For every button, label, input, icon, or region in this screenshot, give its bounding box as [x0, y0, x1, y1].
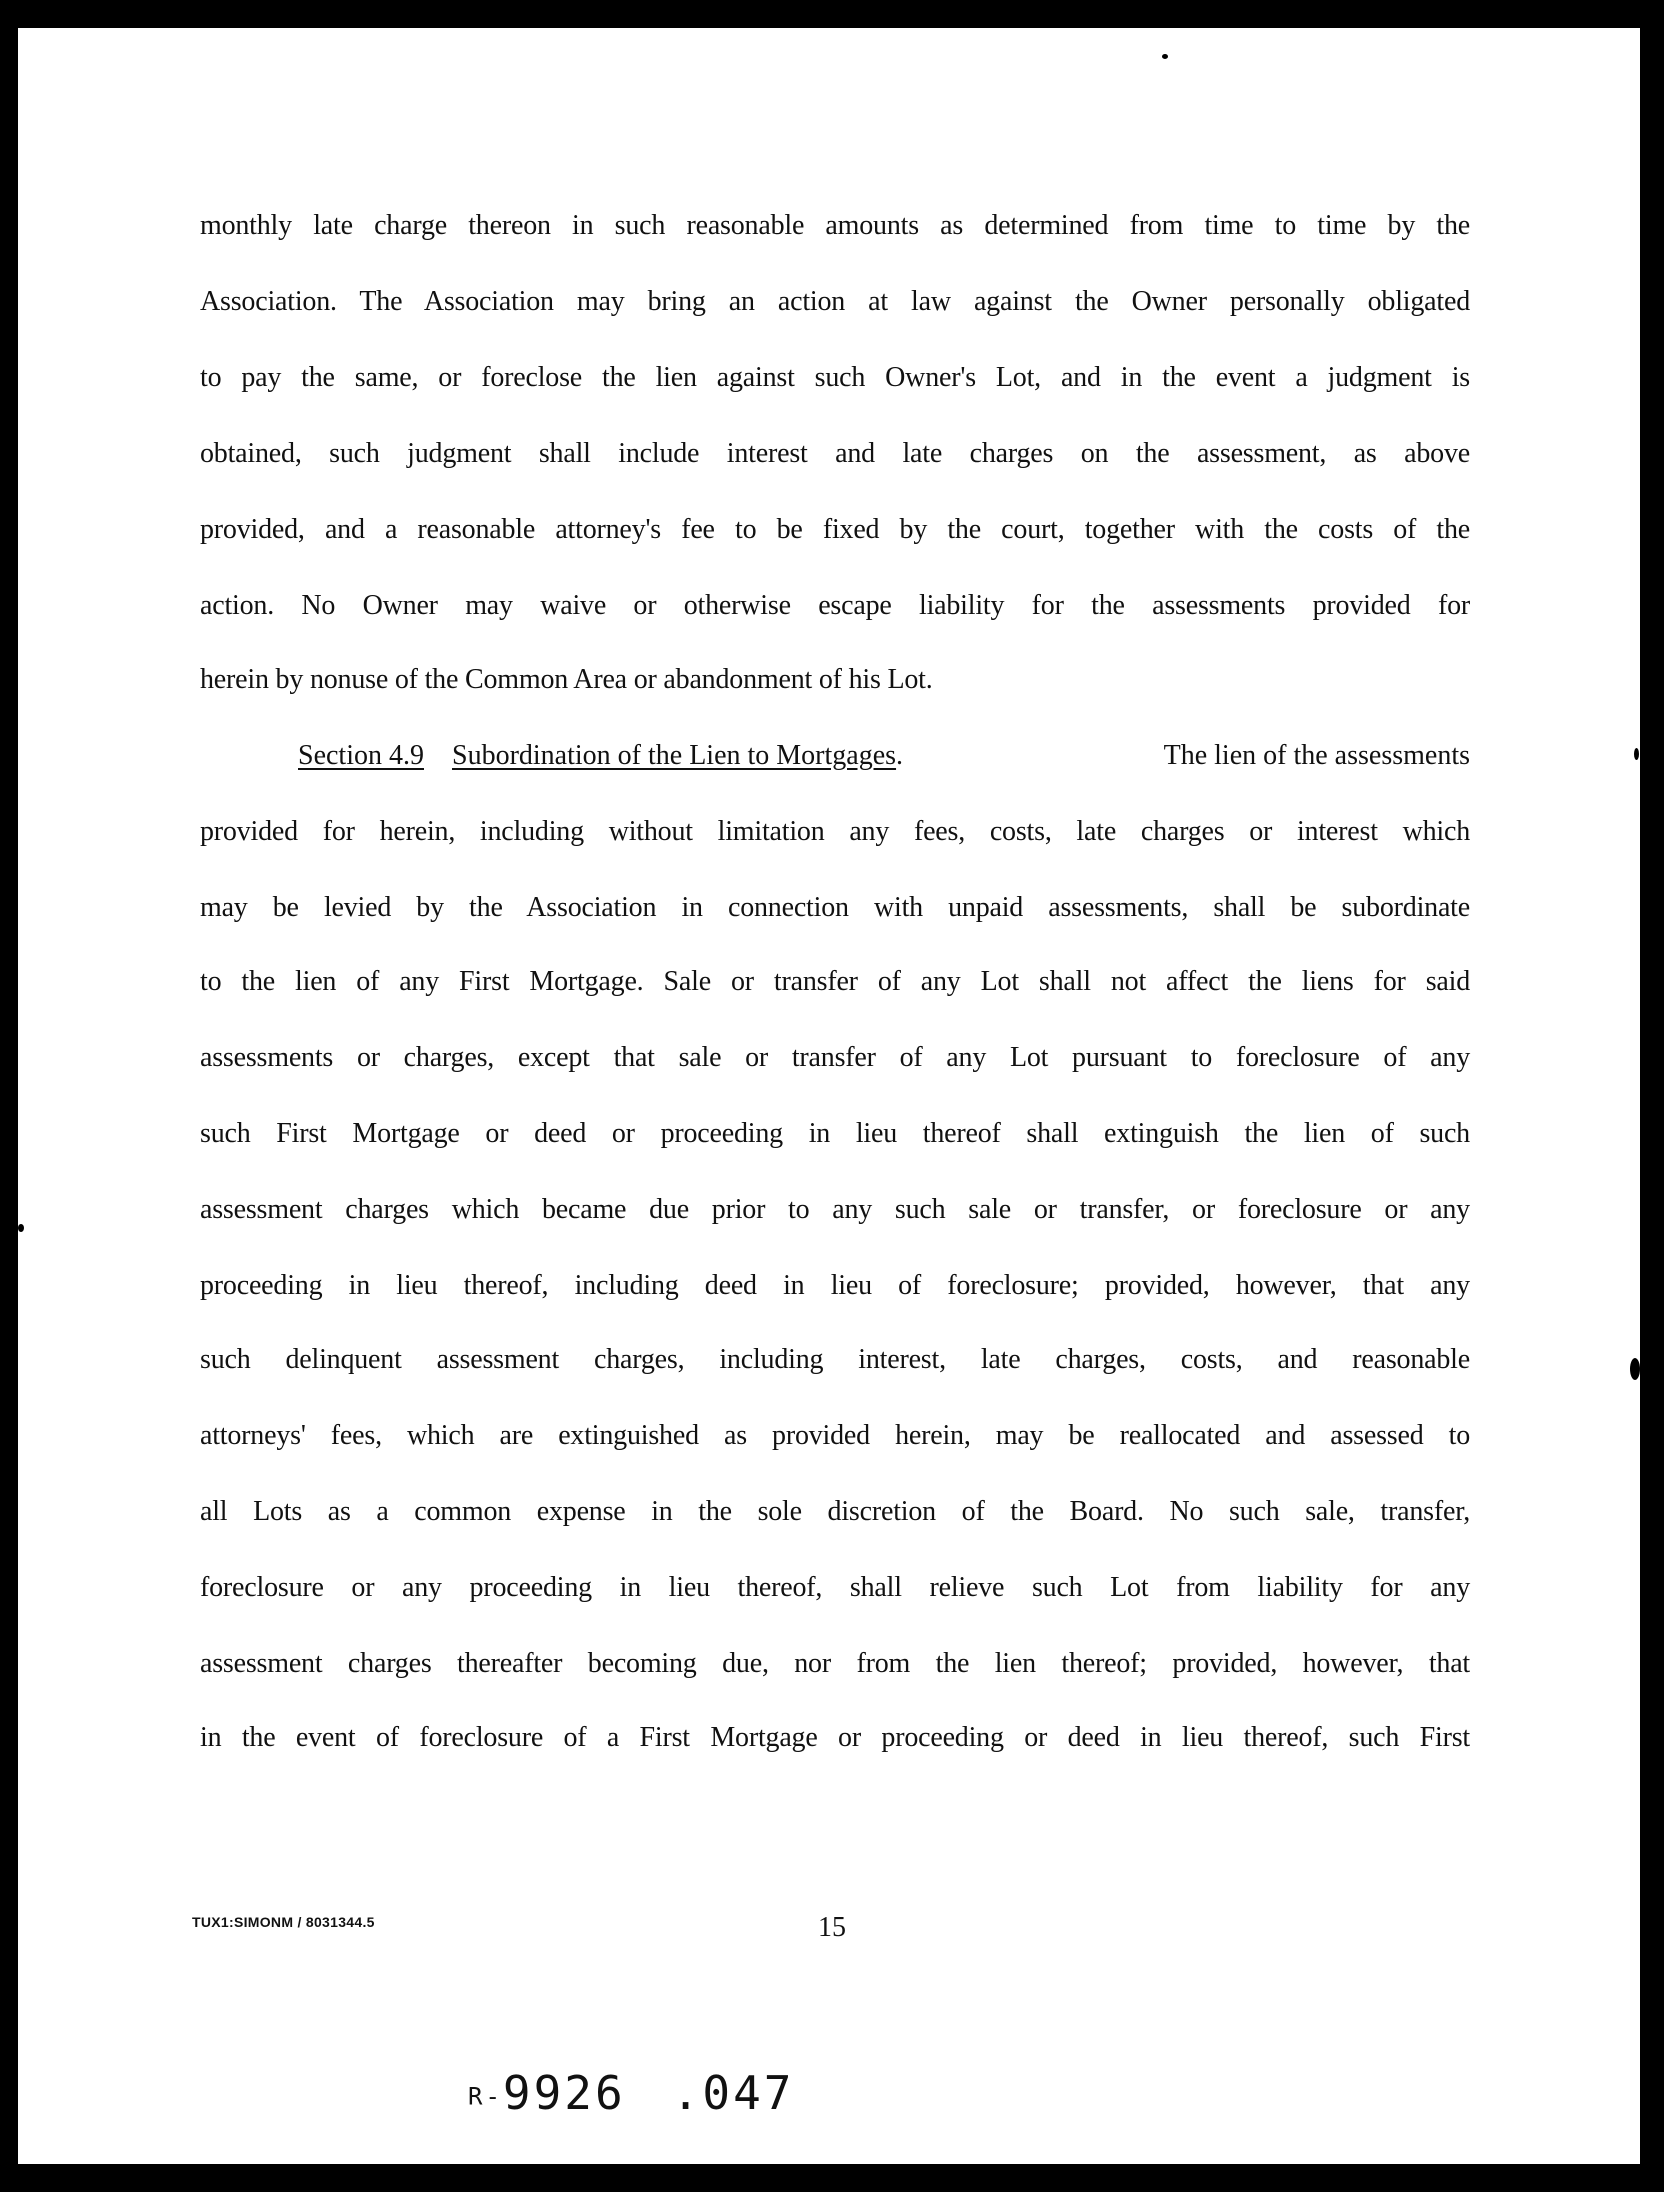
- section-line-13: in the event of foreclosure of a First Mortgage or proceeding or deed in lieu thereof, such First: [200, 1722, 1470, 1753]
- stamp-page: 047: [702, 2066, 795, 2120]
- paragraph-1-line-7: herein by nonuse of the Common Area or abandonment of his Lot.: [200, 664, 933, 695]
- scan-border-left: [0, 0, 18, 2192]
- section-first-line-rest: The lien of the assessments: [1163, 740, 1470, 771]
- section-line-5: such First Mortgage or deed or proceeding in lieu thereof shall extinguish the lien of such: [200, 1118, 1470, 1149]
- stamp-book: 9926: [502, 2066, 626, 2120]
- section-line-12: assessment charges thereafter becoming due, nor from the lien thereof; provided, however, that: [200, 1648, 1470, 1679]
- scan-border-top: [0, 0, 1664, 28]
- section-heading-line: Section 4.9 Subordination of the Lien to Mortgages. The lien of the assessments: [298, 740, 1470, 771]
- paragraph-1-line-5: provided, and a reasonable attorney's fee to be fixed by the court, together with the costs of the: [200, 514, 1470, 545]
- scan-border-right: [1640, 0, 1664, 2192]
- section-line-7: proceeding in lieu thereof, including deed in lieu of foreclosure; provided, however, that any: [200, 1270, 1470, 1301]
- paragraph-1-line-2: Association. The Association may bring an action at law against the Owner personally obligated: [200, 286, 1470, 317]
- page-number: 15: [818, 1912, 846, 1943]
- paragraph-1-line-6: action. No Owner may waive or otherwise escape liability for the assessments provided for: [200, 590, 1470, 621]
- scan-border-bottom: [0, 2164, 1664, 2192]
- document-page: [18, 28, 1640, 2164]
- section-line-1: provided for herein, including without limitation any fees, costs, late charges or interest which: [200, 816, 1470, 847]
- section-line-8: such delinquent assessment charges, including interest, late charges, costs, and reasonable: [200, 1344, 1470, 1375]
- section-line-2: may be levied by the Association in connection with unpaid assessments, shall be subordinate: [200, 892, 1470, 923]
- paragraph-1-line-1: monthly late charge thereon in such reasonable amounts as determined from time to time by the: [200, 210, 1470, 241]
- recording-stamp: R-9926 .047: [468, 2066, 795, 2120]
- section-line-9: attorneys' fees, which are extinguished as provided herein, may be reallocated and assessed to: [200, 1420, 1470, 1451]
- section-line-11: foreclosure or any proceeding in lieu thereof, shall relieve such Lot from liability for any: [200, 1572, 1470, 1603]
- scan-speck: [1162, 54, 1168, 59]
- section-line-3: to the lien of any First Mortgage. Sale or transfer of any Lot shall not affect the liens for said: [200, 966, 1470, 997]
- scan-speck: [1634, 748, 1639, 760]
- section-number: Section 4.9: [298, 740, 424, 771]
- paragraph-1-line-3: to pay the same, or foreclose the lien against such Owner's Lot, and in the event a judgment is: [200, 362, 1470, 393]
- section-heading: Subordination of the Lien to Mortgages: [452, 740, 897, 771]
- scan-speck: [18, 1224, 24, 1232]
- section-line-4: assessments or charges, except that sale or transfer of any Lot pursuant to foreclosure of any: [200, 1042, 1470, 1073]
- paragraph-1-line-4: obtained, such judgment shall include interest and late charges on the assessment, as above: [200, 438, 1470, 469]
- document-code: TUX1:SIMONM / 8031344.5: [192, 1914, 375, 1930]
- stamp-prefix: R-: [468, 2082, 503, 2111]
- scan-speck: [1630, 1358, 1640, 1380]
- section-line-6: assessment charges which became due prior to any such sale or transfer, or foreclosure or any: [200, 1194, 1470, 1225]
- section-line-10: all Lots as a common expense in the sole discretion of the Board. No such sale, transfer,: [200, 1496, 1470, 1527]
